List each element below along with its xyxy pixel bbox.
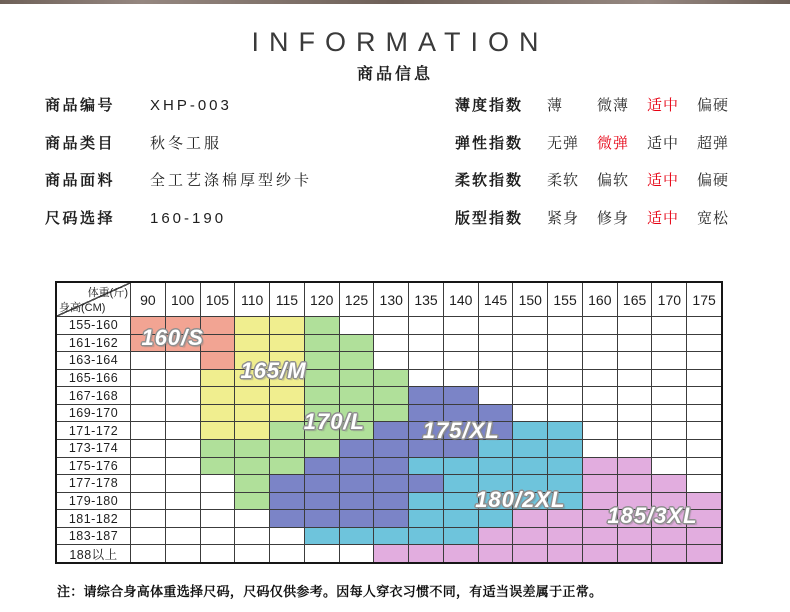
size-grid-cell	[131, 475, 165, 492]
size-grid-cell	[201, 440, 235, 457]
size-grid-cell	[548, 405, 582, 422]
size-grid-cell	[340, 440, 374, 457]
size-grid-cell	[583, 422, 617, 439]
size-grid-cell	[374, 422, 408, 439]
size-grid-cell	[409, 335, 443, 352]
size-grid-cell	[687, 370, 721, 387]
size-grid-cell	[270, 458, 304, 475]
size-grid-cell	[305, 352, 339, 369]
size-grid-cell	[235, 387, 269, 404]
size-grid-cell	[270, 475, 304, 492]
size-grid-cell	[166, 458, 200, 475]
size-grid-cell	[235, 317, 269, 334]
size-grid-cell	[374, 370, 408, 387]
size-grid-cell	[305, 370, 339, 387]
size-region-label: 165/M	[240, 358, 307, 384]
top-border-strip	[0, 0, 790, 4]
size-grid-cell	[409, 352, 443, 369]
size-grid-cell	[687, 405, 721, 422]
size-grid-cell	[270, 405, 304, 422]
size-grid-cell	[235, 440, 269, 457]
size-grid-cell	[270, 440, 304, 457]
product-info-label: 尺码选择	[45, 209, 116, 227]
index-info-label: 薄度指数	[455, 97, 524, 114]
size-grid-cell	[548, 422, 582, 439]
size-grid-cell	[652, 422, 686, 439]
height-header-cell: 171-172	[57, 422, 130, 439]
size-grid-cell	[201, 335, 235, 352]
size-grid-cell	[687, 317, 721, 334]
size-grid-cell	[131, 352, 165, 369]
size-grid-cell	[235, 405, 269, 422]
size-grid-cell	[583, 458, 617, 475]
index-info-row	[455, 208, 747, 230]
size-grid-cell	[618, 440, 652, 457]
size-grid-cell	[583, 370, 617, 387]
size-grid-cell	[652, 317, 686, 334]
size-grid-cell	[548, 528, 582, 545]
size-grid-cell	[270, 493, 304, 510]
index-option: 微弹	[597, 134, 630, 152]
weight-header-cell: 115	[270, 283, 304, 316]
size-grid-cell	[444, 370, 478, 387]
size-grid-cell	[166, 352, 200, 369]
size-grid-cell	[270, 387, 304, 404]
index-option: 偏硬	[697, 172, 730, 189]
size-region-label: 170/L	[303, 409, 365, 435]
size-grid-cell	[340, 510, 374, 527]
size-grid-cell	[444, 387, 478, 404]
size-grid-cell	[618, 545, 652, 562]
size-grid-cell	[479, 370, 513, 387]
size-region-label: 185/3XL	[607, 502, 698, 528]
index-option: 宽松	[697, 209, 730, 227]
size-grid-cell	[374, 387, 408, 404]
size-grid-cell	[548, 440, 582, 457]
index-option: 柔软	[547, 172, 580, 189]
size-grid-cell	[513, 545, 547, 562]
index-option: 修身	[597, 209, 630, 227]
size-grid-cell	[479, 528, 513, 545]
size-grid-cell	[305, 475, 339, 492]
index-option: 适中	[647, 209, 680, 227]
size-grid-cell	[305, 387, 339, 404]
product-info-value: XHP-003	[150, 97, 232, 114]
size-grid-cell	[652, 387, 686, 404]
size-grid-cell	[444, 335, 478, 352]
size-grid-cell	[687, 458, 721, 475]
weight-header-cell: 105	[201, 283, 235, 316]
size-grid-cell	[444, 317, 478, 334]
size-grid-cell	[583, 387, 617, 404]
size-grid-cell	[201, 493, 235, 510]
size-grid-cell	[618, 335, 652, 352]
size-grid-cell	[374, 405, 408, 422]
size-grid-cell	[305, 528, 339, 545]
size-grid-cell	[687, 352, 721, 369]
size-grid-cell	[131, 370, 165, 387]
product-info-row	[45, 170, 312, 192]
size-grid-cell	[340, 335, 374, 352]
height-header-cell: 188以上	[57, 545, 130, 562]
size-grid-cell	[201, 422, 235, 439]
size-grid-cell	[270, 545, 304, 562]
height-header-cell: 165-166	[57, 370, 130, 387]
size-grid-cell	[513, 510, 547, 527]
size-region-label: 180/2XL	[475, 486, 566, 512]
product-info-value: 全工艺涤棉厚型纱卡	[150, 172, 313, 189]
corner-header-cell	[57, 283, 130, 316]
index-info-row	[455, 95, 747, 117]
product-info-label: 商品编号	[45, 97, 116, 114]
index-info-label: 柔软指数	[455, 172, 524, 189]
index-option: 适中	[647, 97, 680, 114]
height-header-cell: 173-174	[57, 440, 130, 457]
weight-header-cell: 165	[618, 283, 652, 316]
size-grid-cell	[652, 335, 686, 352]
weight-header-cell: 125	[340, 283, 374, 316]
product-info-value: 秋冬工服	[150, 134, 223, 152]
size-grid-cell	[583, 475, 617, 492]
size-grid-cell	[201, 458, 235, 475]
size-grid-cell	[340, 493, 374, 510]
size-grid-cell	[583, 352, 617, 369]
size-grid-cell	[548, 317, 582, 334]
size-grid-cell	[201, 528, 235, 545]
corner-weight-label: 体重(斤)	[87, 287, 128, 299]
size-grid-cell	[201, 370, 235, 387]
size-grid-cell	[166, 405, 200, 422]
weight-header-cell: 140	[444, 283, 478, 316]
size-grid-cell	[305, 458, 339, 475]
size-grid-cell	[652, 440, 686, 457]
page-subtitle: 商品信息	[356, 66, 433, 83]
size-grid-cell	[687, 440, 721, 457]
index-info-label: 版型指数	[455, 209, 524, 227]
size-grid-cell	[687, 528, 721, 545]
size-grid-cell	[652, 352, 686, 369]
product-info-row	[45, 133, 312, 155]
size-grid-cell	[201, 405, 235, 422]
index-option: 偏硬	[697, 97, 730, 114]
size-grid-cell	[166, 475, 200, 492]
size-grid-cell	[235, 335, 269, 352]
size-grid-cell	[652, 370, 686, 387]
product-info-list	[45, 95, 312, 245]
size-grid-cell	[513, 440, 547, 457]
size-grid-cell	[409, 370, 443, 387]
size-grid-cell	[548, 545, 582, 562]
height-header-cell: 155-160	[57, 317, 130, 334]
size-grid-cell	[374, 475, 408, 492]
size-grid-cell	[374, 545, 408, 562]
index-option: 紧身	[547, 209, 580, 227]
index-option: 超弹	[697, 134, 730, 152]
size-grid-cell	[131, 405, 165, 422]
product-info-row	[45, 208, 312, 230]
size-grid-cell	[235, 422, 269, 439]
size-grid-cell	[513, 422, 547, 439]
size-grid-cell	[548, 387, 582, 404]
size-grid-cell	[548, 510, 582, 527]
size-grid-cell	[235, 493, 269, 510]
size-grid-cell	[374, 317, 408, 334]
index-info-row	[455, 170, 747, 192]
weight-header-cell: 155	[548, 283, 582, 316]
size-grid-cell	[479, 545, 513, 562]
size-grid-cell	[166, 493, 200, 510]
size-grid-cell	[270, 528, 304, 545]
height-header-cell: 183-187	[57, 528, 130, 545]
product-info-label: 商品类目	[45, 134, 116, 152]
size-grid-cell	[444, 458, 478, 475]
size-grid-cell	[201, 475, 235, 492]
size-region-label: 160/S	[141, 325, 204, 351]
size-grid-cell	[444, 493, 478, 510]
index-info-list	[455, 95, 747, 245]
size-grid-cell	[444, 545, 478, 562]
size-grid-cell	[618, 422, 652, 439]
size-grid-cell	[409, 475, 443, 492]
size-grid-cell	[687, 387, 721, 404]
weight-header-cell: 145	[479, 283, 513, 316]
size-grid-cell	[166, 422, 200, 439]
size-grid-cell	[131, 422, 165, 439]
size-grid-cell	[479, 510, 513, 527]
size-grid-cell	[409, 510, 443, 527]
height-header-cell: 169-170	[57, 405, 130, 422]
size-grid-cell	[374, 510, 408, 527]
height-header-cell: 163-164	[57, 352, 130, 369]
size-grid-cell	[374, 493, 408, 510]
size-grid-cell	[270, 510, 304, 527]
size-grid-cell	[131, 510, 165, 527]
size-grid-cell	[201, 317, 235, 334]
size-grid-cell	[479, 458, 513, 475]
weight-header-cell: 150	[513, 283, 547, 316]
size-grid-cell	[513, 370, 547, 387]
size-grid-cell	[201, 352, 235, 369]
size-grid-cell	[618, 458, 652, 475]
index-info-row	[455, 133, 747, 155]
size-grid-cell	[305, 440, 339, 457]
size-grid-cell	[166, 545, 200, 562]
size-grid-cell	[235, 475, 269, 492]
size-grid-cell	[340, 317, 374, 334]
size-grid-cell	[618, 352, 652, 369]
size-grid-cell	[166, 440, 200, 457]
size-grid-cell	[479, 335, 513, 352]
height-header-cell: 175-176	[57, 458, 130, 475]
corner-height-label: 身高(CM)	[59, 302, 106, 314]
size-grid-cell	[583, 335, 617, 352]
size-grid-cell	[409, 387, 443, 404]
index-option: 偏软	[597, 172, 630, 189]
size-grid-cell	[479, 387, 513, 404]
weight-header-cell: 160	[583, 283, 617, 316]
size-grid-cell	[583, 528, 617, 545]
size-grid-cell	[618, 475, 652, 492]
size-grid-cell	[166, 370, 200, 387]
index-option: 适中	[647, 172, 680, 189]
size-grid-cell	[513, 458, 547, 475]
weight-header-cell: 135	[409, 283, 443, 316]
size-grid-cell	[166, 387, 200, 404]
weight-header-cell: 175	[687, 283, 721, 316]
size-grid-cell	[479, 317, 513, 334]
size-grid-cell	[548, 335, 582, 352]
size-grid-cell	[131, 493, 165, 510]
size-grid-cell	[687, 422, 721, 439]
size-grid-cell	[618, 528, 652, 545]
size-grid-cell	[513, 317, 547, 334]
size-grid-cell	[131, 528, 165, 545]
size-grid-cell	[305, 510, 339, 527]
product-info-label: 商品面料	[45, 172, 116, 189]
size-grid-cell	[618, 317, 652, 334]
size-grid-cell	[513, 335, 547, 352]
index-option: 适中	[647, 134, 680, 152]
size-grid-cell	[652, 528, 686, 545]
size-grid-cell	[548, 458, 582, 475]
weight-header-cell: 90	[131, 283, 165, 316]
size-grid-cell	[374, 528, 408, 545]
size-grid-cell	[201, 387, 235, 404]
size-grid-cell	[270, 317, 304, 334]
size-grid-cell	[201, 545, 235, 562]
height-header-cell: 177-178	[57, 475, 130, 492]
size-region-label: 175/XL	[422, 418, 500, 444]
size-grid-cell	[687, 475, 721, 492]
product-info-row	[45, 95, 312, 117]
size-grid-cell	[652, 405, 686, 422]
size-grid-cell	[340, 528, 374, 545]
size-grid-cell	[131, 545, 165, 562]
height-header-cell: 181-182	[57, 510, 130, 527]
size-grid-cell	[687, 335, 721, 352]
size-grid-cell	[374, 440, 408, 457]
size-chart	[55, 281, 723, 564]
size-grid-cell	[409, 545, 443, 562]
height-header-cell: 161-162	[57, 335, 130, 352]
size-grid-cell	[305, 545, 339, 562]
weight-header-cell: 170	[652, 283, 686, 316]
size-grid-cell	[305, 335, 339, 352]
size-grid-cell	[409, 493, 443, 510]
index-option: 薄	[547, 97, 564, 114]
size-grid-cell	[513, 405, 547, 422]
size-grid-cell	[409, 458, 443, 475]
size-grid-cell	[340, 352, 374, 369]
size-grid-cell	[444, 528, 478, 545]
size-grid-cell	[201, 510, 235, 527]
size-grid-cell	[235, 528, 269, 545]
size-grid-cell	[444, 475, 478, 492]
height-header-cell: 167-168	[57, 387, 130, 404]
weight-header-cell: 110	[235, 283, 269, 316]
size-grid-cell	[131, 458, 165, 475]
size-grid-cell	[340, 545, 374, 562]
size-grid-cell	[479, 352, 513, 369]
size-grid-cell	[652, 545, 686, 562]
size-grid-cell	[687, 545, 721, 562]
size-grid-cell	[583, 405, 617, 422]
size-grid-cell	[340, 387, 374, 404]
size-grid-cell	[235, 510, 269, 527]
size-grid-cell	[340, 370, 374, 387]
size-grid-cell	[270, 335, 304, 352]
weight-header-cell: 100	[166, 283, 200, 316]
size-grid-cell	[583, 545, 617, 562]
size-grid-cell	[131, 440, 165, 457]
size-grid-cell	[652, 475, 686, 492]
size-grid-cell	[513, 387, 547, 404]
size-grid-cell	[374, 352, 408, 369]
index-option: 无弹	[547, 134, 580, 152]
size-grid-cell	[166, 528, 200, 545]
size-grid-cell	[131, 387, 165, 404]
size-grid-cell	[548, 370, 582, 387]
size-grid-cell	[166, 510, 200, 527]
size-grid-cell	[583, 440, 617, 457]
size-grid-cell	[374, 335, 408, 352]
size-grid-cell	[305, 317, 339, 334]
size-grid-cell	[513, 528, 547, 545]
index-option: 微薄	[597, 97, 630, 114]
size-grid-cell	[340, 475, 374, 492]
index-info-label: 弹性指数	[455, 134, 524, 152]
footnote: 注：请综合身高体重选择尺码，尺码仅供参考。因每人穿衣习惯不同，有适当误差属于正常。	[57, 584, 603, 599]
size-grid-cell	[618, 387, 652, 404]
product-info-value: 160-190	[150, 209, 227, 227]
size-grid-cell	[652, 458, 686, 475]
size-grid-cell	[235, 545, 269, 562]
height-header-cell: 179-180	[57, 493, 130, 510]
weight-header-cell: 120	[305, 283, 339, 316]
size-grid-cell	[374, 458, 408, 475]
size-grid-cell	[409, 528, 443, 545]
page-title: INFORMATION	[251, 27, 549, 57]
size-grid-cell	[618, 405, 652, 422]
size-grid-cell	[548, 352, 582, 369]
size-grid-cell	[409, 317, 443, 334]
size-grid-cell	[444, 510, 478, 527]
size-grid-cell	[513, 352, 547, 369]
size-grid-cell	[583, 317, 617, 334]
weight-header-cell: 130	[374, 283, 408, 316]
size-grid-cell	[305, 493, 339, 510]
size-grid-cell	[235, 458, 269, 475]
size-grid-cell	[270, 422, 304, 439]
size-grid-cell	[444, 352, 478, 369]
size-grid-cell	[618, 370, 652, 387]
size-grid-cell	[340, 458, 374, 475]
